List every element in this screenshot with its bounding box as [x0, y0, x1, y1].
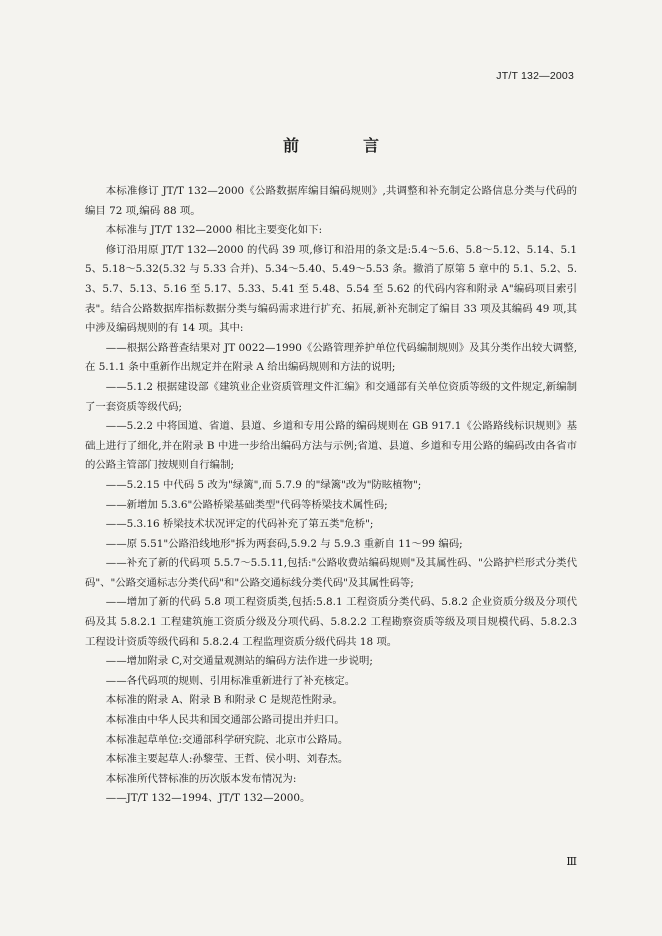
paragraph: 本标准所代替标准的历次版本发布情况为:	[105, 772, 297, 785]
paragraph: ——5.2.2 中将国道、省道、县道、乡道和专用公路的编码规则在 GB 917.1《公路路线标识规则》基础上进行了细化,并在附录 B 中进一步给出编码方法与示例;省道、县道、乡道和专用公路的编码改由各省市的公路主管部门按规则自行编制;	[85, 420, 577, 472]
paragraph: ——5.1.2 根据建设部《建筑业企业资质管理文件汇编》和交通部有关单位资质等级的文件规定,新编制了一套资质等级代码;	[85, 380, 577, 413]
paragraph: ——5.3.16 桥梁技术状况评定的代码补充了第五类"危桥";	[105, 518, 374, 531]
paragraph: 修订沿用原 JT/T 132—2000 的代码 39 项,修订和沿用的条文是:5.4～5.6、5.8～5.12、5.14、5.15、5.18～5.32(5.32 与 5.33 合并)、5.34～5.40、5.49～5.53 条。撤消了原第 5 章中的 5.1、5.2、5.3、5.7、5.13、5.16 至 5.17、5.33、5.41 至 5.48、5.54 至 5.62 的代码内容和附录 A"编码项目索引表"。结合公路数据库指标数据分类与编码需求进行扩充、拓展,新补充制定了编目 33 项及其编码 49 项,其中涉及编码规则的有 14 项。其中:	[85, 243, 577, 335]
paragraph: ——各代码项的规则、引用标准重新进行了补充核定。	[105, 674, 356, 687]
paragraph: ——5.2.15 中代码 5 改为"绿篱",而 5.7.9 的"绿篱"改为"防眩植物";	[105, 478, 422, 491]
page-number: Ⅲ	[566, 855, 576, 868]
paragraph: 本标准修订 JT/T 132—2000《公路数据库编目编码规则》,共调整和补充制定公路信息分类与代码的编目 72 项,编码 88 项。	[85, 185, 577, 217]
paragraph: 本标准与 JT/T 132—2000 相比主要变化如下:	[105, 224, 323, 237]
paragraph: 本标准由中华人民共和国交通部公路司提出并归口。	[105, 714, 345, 727]
paragraph: ——原 5.51"公路沿线地形"拆为两套码,5.9.2 与 5.9.3 重新自 11～99 编码;	[105, 537, 463, 550]
paragraph: ——根据公路普查结果对 JT 0022—1990《公路管理养护单位代码编制规则》及其分类作出较大调整,在 5.1.1 条中重新作出规定并在附录 A 给出编码规则和方法的说明;	[85, 341, 577, 374]
standard-code: JT/T 132—2003	[496, 70, 574, 82]
page-title: 前 言	[282, 136, 403, 155]
paragraph: ——新增加 5.3.6"公路桥梁基础类型"代码等桥梁技术属性码;	[105, 498, 388, 511]
paragraph: ——JT/T 132—1994、JT/T 132—2000。	[105, 792, 311, 805]
paragraph: 本标准起草单位:交通部科学研究院、北京市公路局。	[105, 733, 349, 746]
paragraph: ——增加附录 C,对交通量观测站的编码方法作进一步说明;	[105, 655, 373, 668]
paragraph: ——补充了新的代码项 5.5.7～5.5.11,包括:"公路收费站编码规则"及其属性码、"公路护栏形式分类代码"、"公路交通标志分类代码"和"公路交通标线分类代码"及其属性码等;	[85, 557, 577, 589]
paragraph: 本标准主要起草人:孙黎莹、王哲、侯小明、刘春杰。	[105, 753, 349, 766]
paragraph: ——增加了新的代码 5.8 项工程资质类,包括:5.8.1 工程资质分类代码、5.8.2 企业资质分级及分项代码及其 5.8.2.1 工程建筑施工资质分级及分项代码、5.8.2.2 工程勘察资质等级及项目规模代码、5.8.2.3 工程设计资质等级代码和 5.8.2.4 工程监理资质分级代码共 18 项。	[85, 596, 577, 648]
paragraph: 本标准的附录 A、附录 B 和附录 C 是规范性附录。	[105, 694, 343, 707]
document-body	[85, 182, 577, 809]
